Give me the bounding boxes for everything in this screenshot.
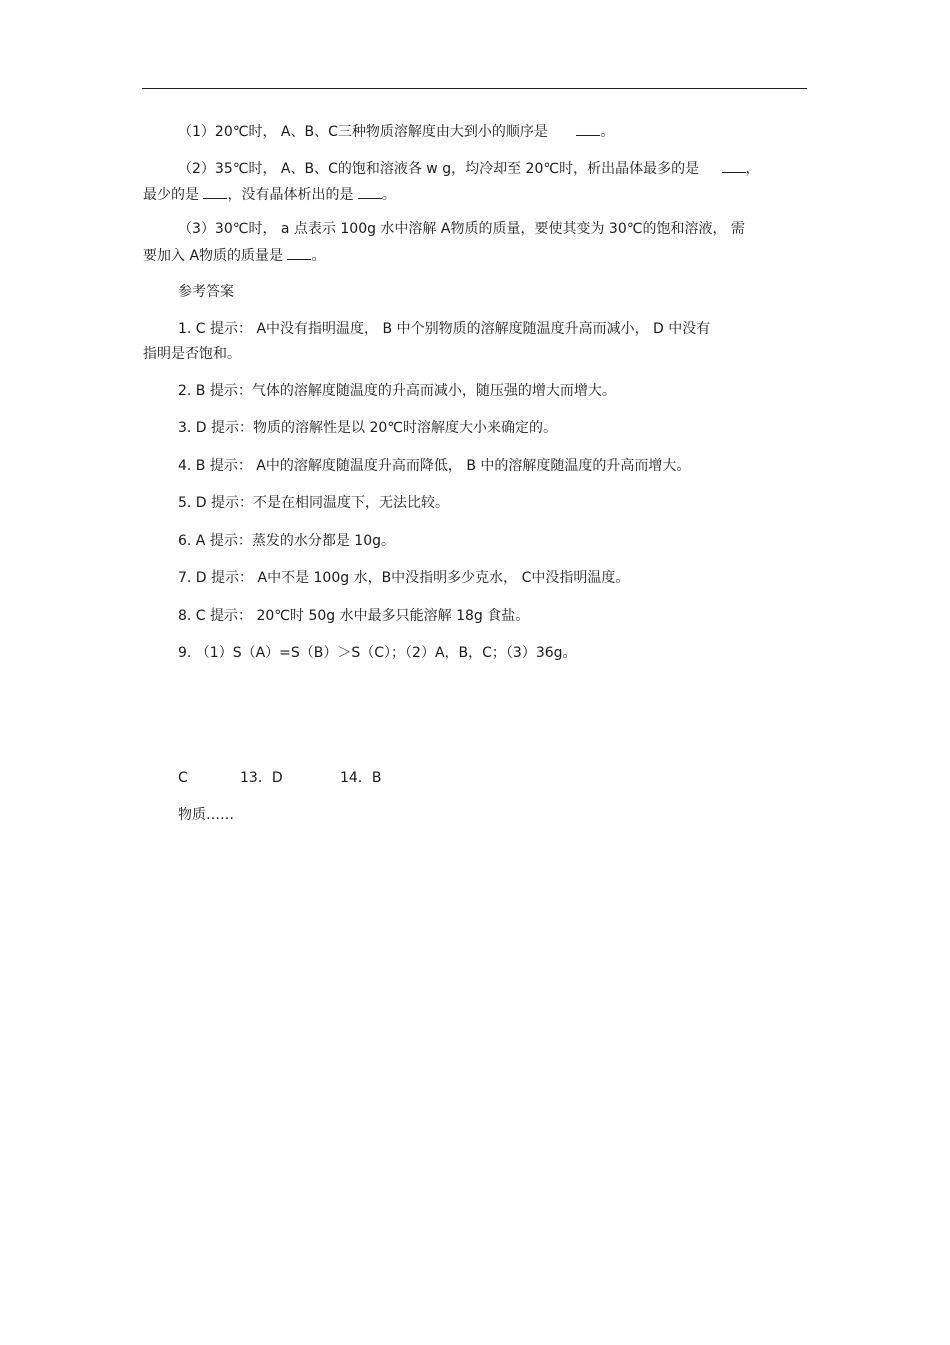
answer-blank	[203, 184, 227, 199]
question-1	[178, 121, 614, 141]
answer-13: 13．D	[240, 770, 283, 786]
question-3-line-2	[143, 245, 325, 265]
question-2-least: 最少的是	[143, 187, 199, 203]
question-2-text: （2）35℃时， A、B、C的饱和溶液各 w g，均冷却至 20℃时，析出晶体最多的是	[178, 161, 700, 177]
trailing-text: 物质……	[178, 807, 234, 823]
question-2-end: 。	[381, 187, 396, 203]
question-1-text: （1）20℃时， A、B、C三种物质溶解度由大到小的顺序是	[178, 124, 548, 140]
question-2-comma: ，	[745, 161, 760, 177]
answer-2: 2. B 提示：气体的溶解度随温度的升高而减小，随压强的增大而增大。	[178, 383, 616, 399]
question-3-text: （3）30℃时， a 点表示 100g 水中溶解 A物质的质量，要使其变为 30℃的饱和溶液， 需	[178, 221, 745, 237]
answer-9: 9. （1）S（A）=S（B）＞S（C）；（2）A，B，C；（3）36g。	[178, 645, 577, 661]
answer-6: 6. A 提示：蒸发的水分都是 10g。	[178, 533, 395, 549]
answer-blank	[722, 158, 746, 173]
answer-5: 5. D 提示：不是在相同温度下，无法比较。	[178, 495, 450, 511]
question-2-line-2	[143, 184, 396, 204]
question-3-text-2: 要加入 A物质的质量是	[143, 248, 284, 264]
answer-4: 4. B 提示： A中的溶解度随温度升高而降低， B 中的溶解度随温度的升高而增大。	[178, 458, 691, 474]
answer-14: 14．B	[340, 770, 382, 786]
question-1-end: 。	[600, 124, 615, 140]
question-2	[178, 158, 760, 178]
question-3-end: 。	[311, 248, 326, 264]
answer-1: 1. C 提示： A中没有指明温度， B 中个别物质的溶解度随温度升高而减小， D 中没有	[178, 321, 711, 337]
answer-7: 7. D 提示： A中不是 100g 水，B中没指明多少克水， C中没指明温度。	[178, 570, 630, 586]
answer-extra-c: C	[178, 770, 188, 786]
question-2-none: ，没有晶体析出的是	[227, 187, 354, 203]
answer-8: 8. C 提示： 20℃时 50g 水中最多只能溶解 18g 食盐。	[178, 608, 530, 624]
answer-blank	[287, 245, 311, 260]
answer-blank	[358, 184, 382, 199]
question-3	[178, 220, 745, 238]
answers-heading: 参考答案	[178, 284, 234, 300]
answer-blank	[576, 121, 600, 136]
answer-3: 3. D 提示：物质的溶解性是以 20℃时溶解度大小来确定的。	[178, 420, 558, 436]
header-rule	[142, 88, 807, 89]
answer-1-cont: 指明是否饱和。	[143, 346, 241, 362]
